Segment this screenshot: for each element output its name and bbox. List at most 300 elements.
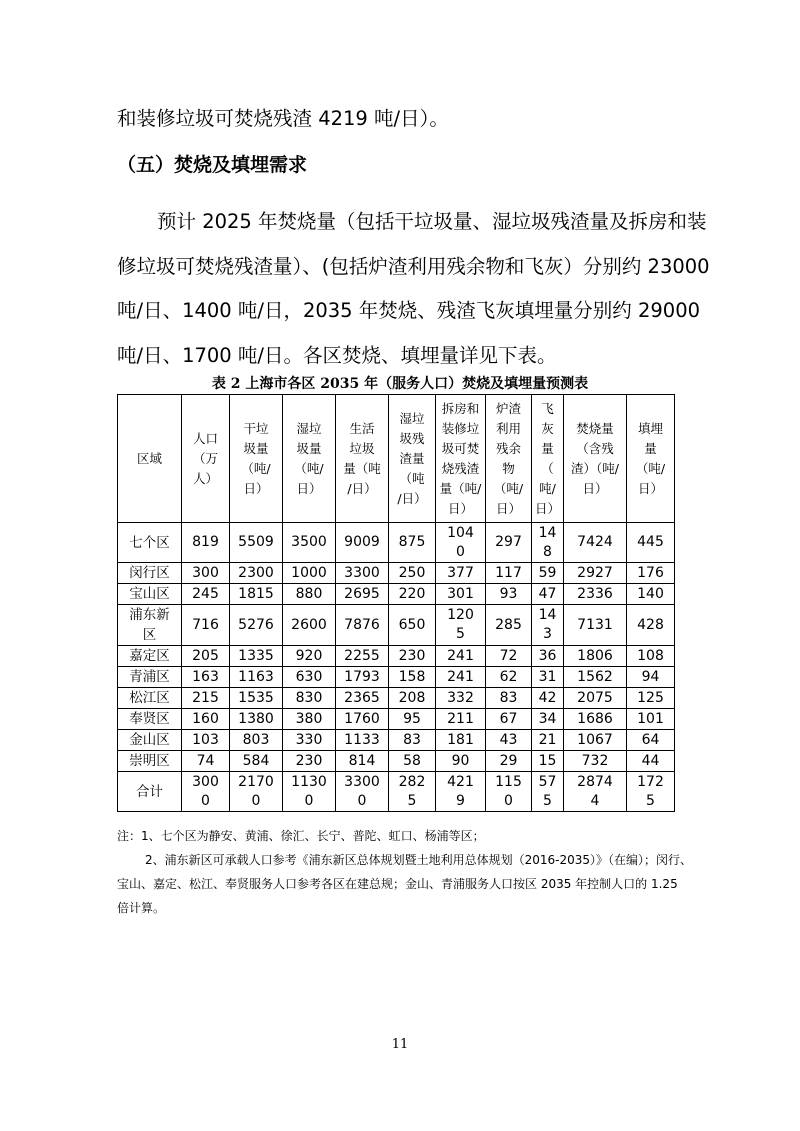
table-cell [336,688,389,709]
column-header-line: /日） [347,480,377,496]
table-cell [389,667,436,688]
column-header-line: 量（吨 [343,460,381,476]
table-cell [389,563,436,584]
cell-text: 3 [543,626,552,642]
table-cell [486,523,532,563]
note-1: 注：1、七个区为静安、黄浦、徐汇、长宁、普陀、虹口、杨浦等区； [117,829,485,843]
cell-text: 2695 [344,585,380,602]
column-header-line: 垃圾 [349,440,375,456]
cell-text: 0 [357,792,367,809]
cell-text: 47 [538,585,557,602]
cell-text: 115 [495,773,522,790]
column-header-line: 量（吨/ [439,480,482,496]
column-header-line: 利用 [495,420,521,436]
table-row [118,646,675,667]
cell-text: 117 [495,564,522,581]
row-label-cell [118,709,182,730]
column-header-line: 圾量 [296,440,322,456]
table-cell [182,523,230,563]
body-line: 吨/日、1400 吨/日，2035 年焚烧、残渣飞灰填埋量分别约 29000 [117,299,701,322]
row-label-cell [118,730,182,751]
table-cell [436,709,486,730]
column-header-line: 人） [192,470,218,486]
column-header-line: 装修垃 [441,420,480,436]
table-cell [436,605,486,646]
table-cell [532,605,564,646]
cell-text: 250 [398,564,426,581]
table-cell [564,605,627,646]
table-cell [283,751,336,772]
row-label-cell [118,688,182,709]
cell-text: 14 [538,607,557,623]
column-header-line: （ [541,460,554,476]
table-cell [436,667,486,688]
table-row [118,751,675,772]
column-header-line: 湿垃 [296,420,322,436]
table-cell [336,772,389,812]
cell-text: 211 [447,710,474,727]
column-header-line: 生活 [349,420,375,436]
table-cell [564,667,627,688]
cell-text: 297 [495,534,522,550]
column-header-line: 干垃 [243,420,269,436]
cell-text: 0 [456,543,465,560]
cell-text: 7131 [577,616,613,633]
cell-text: 94 [641,668,660,685]
table-cell [283,709,336,730]
note-2-line: 宝山、嘉定、松江、奉贤服务人口参考各区在建总规；金山、青浦服务人口按区 2035 年控制人口的 1.25 [117,877,678,891]
cell-text: 421 [447,773,474,790]
table-cell [230,605,283,646]
cell-text: 1380 [238,710,274,727]
table-cell [230,646,283,667]
table-cell [182,584,230,605]
table-row [118,563,675,584]
table-cell [182,563,230,584]
table-cell [436,688,486,709]
column-header [532,395,564,523]
column-header [564,395,627,523]
cell-text: 300 [192,564,219,581]
table-cell [230,772,283,812]
body-line: 修垃圾可焚烧残渣量）、(包括炉渣利用残余物和飞灰）分别约 23000 [117,254,710,278]
cell-text: 1067 [577,731,613,748]
cell-text: 区 [142,627,157,643]
cell-text: 2365 [344,689,380,706]
table-cell [230,709,283,730]
table-cell [627,563,675,584]
cell-text: 1686 [577,710,613,727]
table-cell [627,751,675,772]
table-row [118,584,675,605]
cell-text: 31 [538,668,557,685]
table-cell [336,730,389,751]
cell-text: 101 [637,710,664,727]
cell-text: 2075 [577,689,613,706]
table-cell [336,605,389,646]
cell-text: 5 [407,792,417,809]
table-caption: 表 2 上海市各区 2035 年（服务人口）焚烧及填埋量预测表 [211,376,589,392]
table-cell [389,523,436,563]
table-cell [283,688,336,709]
table-cell [532,688,564,709]
table-cell [182,605,230,646]
cell-text: 0 [201,792,210,809]
row-label-cell [118,563,182,584]
table-cell [486,584,532,605]
column-header-line: 量 [644,440,657,456]
table-cell [283,563,336,584]
table-cell [336,751,389,772]
column-header-line: 日） [243,480,269,496]
cell-text: 1760 [344,710,380,727]
table-cell [486,646,532,667]
cell-text: 4 [590,792,600,809]
table-cell [336,667,389,688]
table-cell [564,688,627,709]
cell-text: 64 [641,731,660,748]
column-header-line: 炉渣 [495,400,521,416]
column-header-line: 区域 [136,450,162,466]
cell-text: 嘉定区 [129,648,170,664]
table-row [118,523,675,563]
table-cell [436,584,486,605]
table-cell [389,584,436,605]
cell-text: 0 [304,792,314,809]
cell-text: 445 [637,534,664,550]
paragraph-fragment: 和装修垃圾可焚烧残渣 4219 吨/日）。 [117,107,449,130]
cell-text: 1793 [344,668,380,685]
cell-text: 5509 [238,534,274,550]
row-label-cell [118,605,182,646]
cell-text: 62 [499,668,518,685]
cell-text: 93 [499,585,518,602]
column-header-line: （吨 [399,470,425,486]
table-cell [532,584,564,605]
cell-text: 5276 [238,616,274,633]
table-cell [627,523,675,563]
cell-text: 285 [495,616,522,633]
table-cell [564,523,627,563]
table-cell [627,667,675,688]
table-cell [389,751,436,772]
table-cell [389,709,436,730]
column-header-line: 日） [582,480,608,496]
row-label-cell [118,667,182,688]
table-cell [532,646,564,667]
cell-text: 3300 [344,773,380,790]
cell-text: 9009 [344,534,380,550]
cell-text: 1000 [291,564,327,581]
cell-text: 2927 [577,564,613,581]
table-cell [283,605,336,646]
cell-text: 650 [398,616,426,633]
column-header-line: 填埋 [637,420,663,436]
cell-text: 1163 [238,668,274,685]
table-cell [564,563,627,584]
column-header-line: 湿垃 [399,410,425,426]
row-label-cell [118,523,182,563]
cell-text: 230 [398,647,426,664]
cell-text: 1806 [577,647,613,664]
cell-text: 0 [504,792,513,809]
table-row [118,709,675,730]
table-cell [532,667,564,688]
cell-text: 29 [499,752,518,769]
cell-text: 875 [398,534,426,550]
cell-text: 241 [447,668,474,685]
cell-text: 83 [403,731,421,748]
table-cell [182,646,230,667]
cell-text: 330 [295,731,323,748]
table-cell [230,584,283,605]
column-header-line: 焚烧量 [576,420,614,436]
table-cell [230,563,283,584]
cell-text: 208 [398,689,426,706]
cell-text: 380 [295,710,323,727]
cell-text: 158 [398,668,426,685]
table-cell [486,667,532,688]
table-cell [436,563,486,584]
column-header-line: （万 [192,450,218,466]
table-row [118,688,675,709]
cell-text: 74 [196,752,215,769]
row-label-cell [118,772,182,812]
table-cell [564,709,627,730]
table-cell [336,563,389,584]
table-cell [283,730,336,751]
cell-text: 301 [447,585,474,602]
column-header-line: （吨/ [635,460,666,476]
cell-text: 920 [295,647,323,664]
column-header-line: 圾可焚 [441,440,480,456]
cell-text: 3300 [344,564,380,581]
cell-text: 282 [398,773,426,790]
table-cell [436,730,486,751]
column-header-line: /日） [397,490,427,506]
column-header-line: 灰 [541,420,554,436]
column-header-line: 吨/ [539,480,556,496]
table-cell [532,730,564,751]
table-row [118,772,675,812]
column-header [627,395,675,523]
table-cell [627,605,675,646]
table-cell [283,584,336,605]
table-cell [283,646,336,667]
table-header-row [118,395,675,523]
cell-text: 合计 [136,783,163,800]
column-header-line: 拆房和 [441,400,480,416]
table-cell [230,730,283,751]
cell-text: 34 [538,710,557,727]
page-number: 11 [391,1037,409,1052]
cell-text: 5 [543,792,552,809]
cell-text: 230 [295,752,323,769]
column-header-line: （吨/ [294,460,324,476]
table-cell [336,523,389,563]
cell-text: 814 [348,752,376,769]
column-header-line: 日） [296,480,322,496]
table-cell [182,688,230,709]
cell-text: 160 [192,710,219,727]
cell-text: 金山区 [129,732,170,748]
cell-text: 120 [447,607,474,623]
cell-text: 584 [242,752,270,769]
column-header-line: 日） [447,500,473,516]
cell-text: 1815 [238,585,274,602]
table-cell [532,563,564,584]
table-cell [283,667,336,688]
cell-text: 205 [192,647,219,664]
cell-text: 8 [543,543,552,560]
cell-text: 95 [403,710,421,727]
column-header-line: 人口 [192,430,218,446]
table-cell [532,772,564,812]
cell-text: 闵行区 [129,565,170,581]
column-header-line: 量 [541,440,554,456]
cell-text: 2600 [291,616,327,633]
cell-text: 103 [192,731,219,748]
cell-text: 15 [538,752,557,769]
note-2-line: 2、浦东新区可承载人口参考《浦东新区总体规划暨土地利用总体规划（2016-2035）》（在编）；闵行、 [145,853,693,867]
cell-text: 松江区 [129,690,170,706]
table-cell [389,730,436,751]
cell-text: 2255 [344,647,380,664]
table-cell [230,751,283,772]
cell-text: 2300 [238,564,274,581]
cell-text: 2874 [577,773,613,790]
cell-text: 630 [295,668,323,685]
table-cell [182,730,230,751]
cell-text: 803 [242,731,270,748]
cell-text: 830 [295,689,323,706]
cell-text: 104 [447,524,474,541]
cell-text: 245 [192,585,219,602]
table-cell [486,772,532,812]
table-cell [627,772,675,812]
table-cell [564,772,627,812]
table-cell [389,772,436,812]
cell-text: 181 [447,731,474,748]
column-header [118,395,182,523]
table-cell [336,584,389,605]
table-cell [283,523,336,563]
column-header-line: 渣）（吨/ [571,460,619,476]
cell-text: 176 [637,564,664,581]
table-cell [436,646,486,667]
body-line: 吨/日、1700 吨/日。各区焚烧、填埋量详见下表。 [117,343,557,367]
column-header [230,395,283,523]
table-notes [117,824,697,920]
cell-text: 2336 [577,585,613,602]
cell-text: 377 [447,564,474,581]
table-cell [230,688,283,709]
table-cell [564,584,627,605]
column-header-line: 渣量 [399,450,425,466]
cell-text: 220 [398,585,426,602]
cell-text: 241 [447,647,474,664]
table-cell [532,523,564,563]
body-line: 预计 2025 年焚烧量（包括干垃圾量、湿垃圾残渣量及拆房和装 [157,210,707,233]
cell-text: 21 [538,731,557,748]
table-cell [564,646,627,667]
table-cell [336,646,389,667]
table-cell [627,584,675,605]
table-cell [230,523,283,563]
column-header-line: 日） [534,500,560,516]
column-header-line: （吨/ [493,480,524,496]
cell-text: 七个区 [129,534,170,551]
table-cell [627,688,675,709]
cell-text: 7424 [577,534,613,550]
column-header-line: 残余 [495,440,521,456]
table-cell [486,688,532,709]
table-cell [283,772,336,812]
column-header [182,395,230,523]
cell-text: 2170 [238,773,274,790]
table-row [118,667,675,688]
column-header-line: 物 [502,460,515,476]
table-cell [532,709,564,730]
cell-text: 140 [637,585,664,602]
table-cell [627,709,675,730]
cell-text: 215 [192,689,219,706]
cell-text: 332 [447,689,474,706]
table-cell [486,730,532,751]
cell-text: 宝山区 [129,586,170,602]
note-2-line: 倍计算。 [117,901,166,915]
table-row [118,605,675,646]
cell-text: 3500 [291,534,327,550]
cell-text: 163 [192,668,219,685]
cell-text: 42 [538,689,557,706]
table-cell [627,730,675,751]
cell-text: 1130 [291,773,327,790]
cell-text: 125 [637,689,664,706]
table-cell [436,772,486,812]
column-header-line: 飞 [541,400,554,416]
table-cell [182,751,230,772]
cell-text: 1133 [344,731,380,748]
table-cell [182,772,230,812]
column-header [283,395,336,523]
cell-text: 36 [538,647,557,664]
column-header [336,395,389,523]
table-cell [564,751,627,772]
table-cell [486,563,532,584]
cell-text: 58 [403,752,421,769]
row-label-cell [118,584,182,605]
cell-text: 57 [538,773,557,790]
cell-text: 14 [538,524,557,541]
column-header-line: 圾残 [399,430,425,446]
table-cell [389,646,436,667]
column-header-line: 圾量 [243,440,269,456]
column-header-line: 烧残渣 [441,460,480,476]
table-cell [389,605,436,646]
cell-text: 奉贤区 [129,711,170,727]
cell-text: 67 [499,710,518,727]
cell-text: 44 [641,752,660,769]
table-cell [564,730,627,751]
body-paragraph [117,200,717,378]
column-header-line: （含残 [576,440,614,456]
table-cell [436,523,486,563]
cell-text: 59 [538,564,557,581]
cell-text: 428 [637,616,664,633]
table-cell [486,605,532,646]
cell-text: 819 [192,534,219,550]
